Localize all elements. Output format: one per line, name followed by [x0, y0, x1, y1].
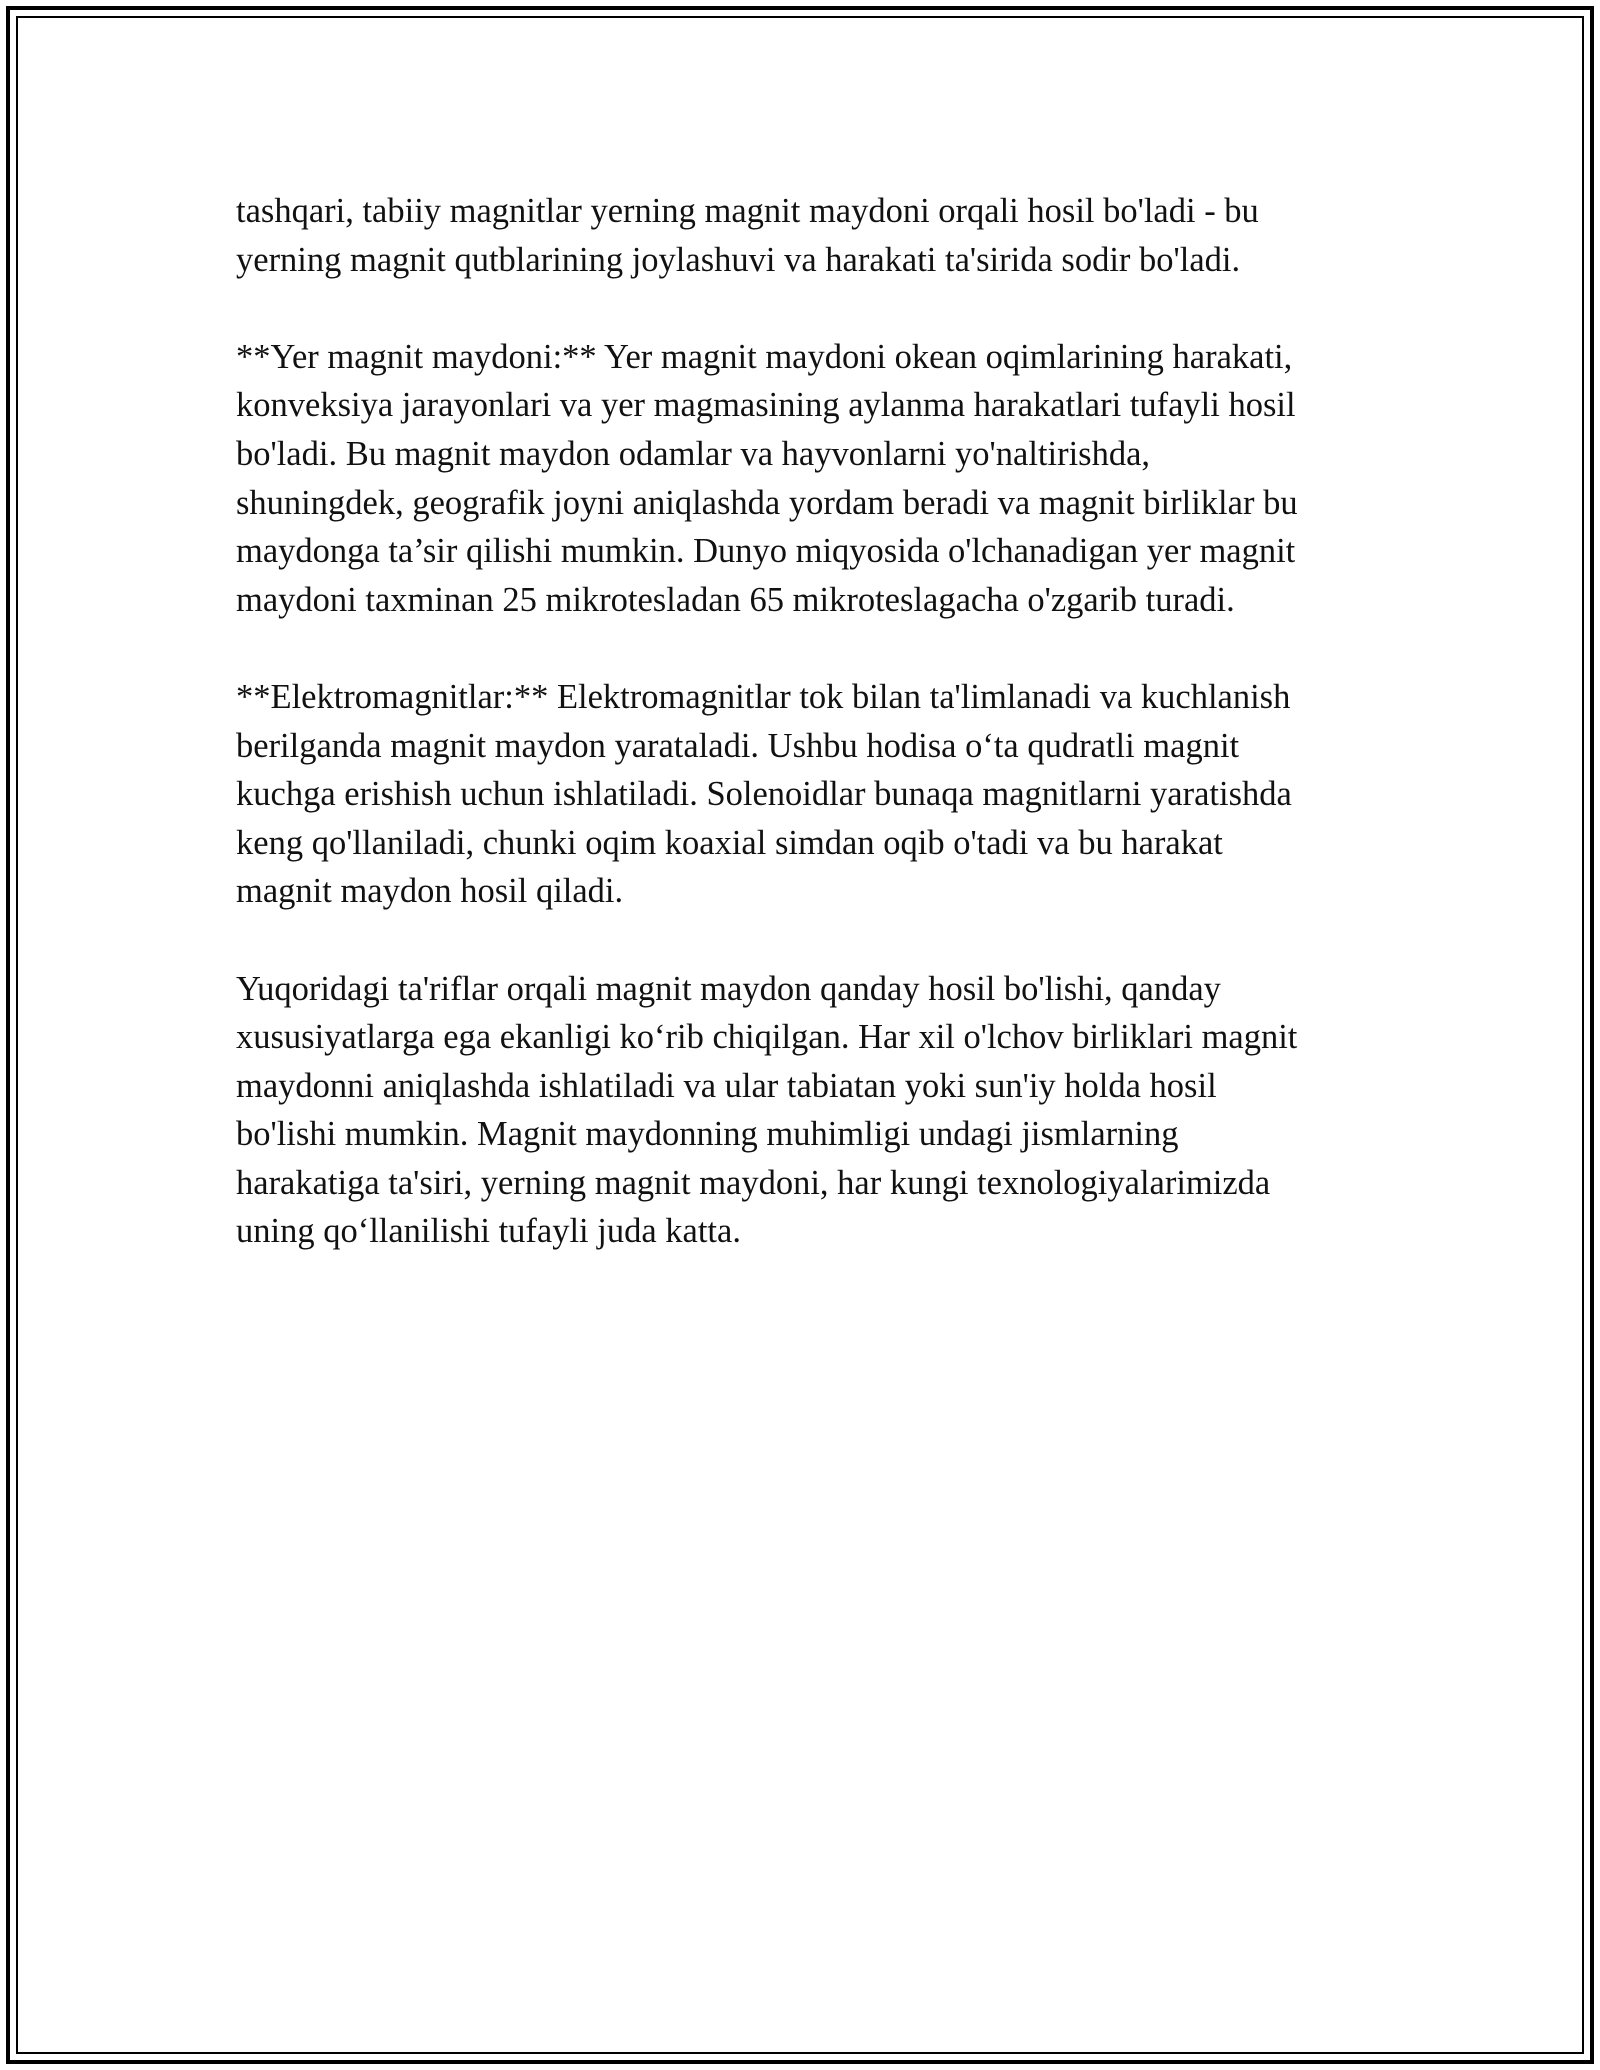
text-line: harakatiga ta'siri, yerning magnit maydoni, har kungi texnologiyalarimizda: [236, 1163, 1271, 1202]
text-line: uning qo‘llanilishi tufayli juda katta.: [236, 1212, 741, 1251]
text-line: shuningdek, geografik joyni aniqlashda yordam beradi va magnit birliklar bu: [236, 483, 1298, 522]
text-line: xususiyatlarga ega ekanligi ko‘rib chiqilgan. Har xil o'lchov birliklari magnit: [236, 1018, 1298, 1057]
text-line: maydoni taxminan 25 mikrotesladan 65 mikroteslagacha o'zgarib turadi.: [236, 580, 1235, 619]
text-line: keng qo'llaniladi, chunki oqim koaxial simdan oqib o'tadi va bu harakat: [236, 823, 1223, 862]
text-line: bo'ladi. Bu magnit maydon odamlar va hayvonlarni yo'naltirishda,: [236, 434, 1151, 473]
text-line: **Yer magnit maydoni:** Yer magnit maydoni okean oqimlarining harakati,: [236, 337, 1293, 376]
text-line: magnit maydon hosil qiladi.: [236, 872, 624, 911]
text-line: berilganda magnit maydon yarataladi. Ushbu hodisa o‘ta qudratli magnit: [236, 726, 1240, 765]
text-line: maydonga ta’sir qilishi mumkin. Dunyo miqyosida o'lchanadigan yer magnit: [236, 532, 1296, 571]
text-line: yerning magnit qutblarining joylashuvi va harakati ta'sirida sodir bo'ladi.: [236, 240, 1241, 279]
text-line: Yuqoridagi ta'riflar orqali magnit maydon qanday hosil bo'lishi, qanday: [236, 969, 1221, 1008]
text-line: kuchga erishish uchun ishlatiladi. Solenoidlar bunaqa magnitlarni yaratishda: [236, 775, 1292, 814]
paragraph-intro: [236, 187, 1396, 284]
text-line: bo'lishi mumkin. Magnit maydonning muhimligi undagi jismlarning: [236, 1115, 1179, 1154]
paragraph-electromagnets: [236, 673, 1396, 916]
text-line: **Elektromagnitlar:** Elektromagnitlar tok bilan ta'limlanadi va kuchlanish: [236, 677, 1291, 716]
paragraph-earth-magnetic-field: [236, 333, 1396, 625]
document-body: [236, 187, 1396, 1305]
text-line: konveksiya jarayonlari va yer magmasining aylanma harakatlari tufayli hosil: [236, 386, 1296, 425]
text-line: tashqari, tabiiy magnitlar yerning magnit maydoni orqali hosil bo'ladi - bu: [236, 192, 1259, 230]
text-line: maydonni aniqlashda ishlatiladi va ular tabiatan yoki sun'iy holda hosil: [236, 1066, 1217, 1105]
paragraph-conclusion: [236, 965, 1396, 1257]
